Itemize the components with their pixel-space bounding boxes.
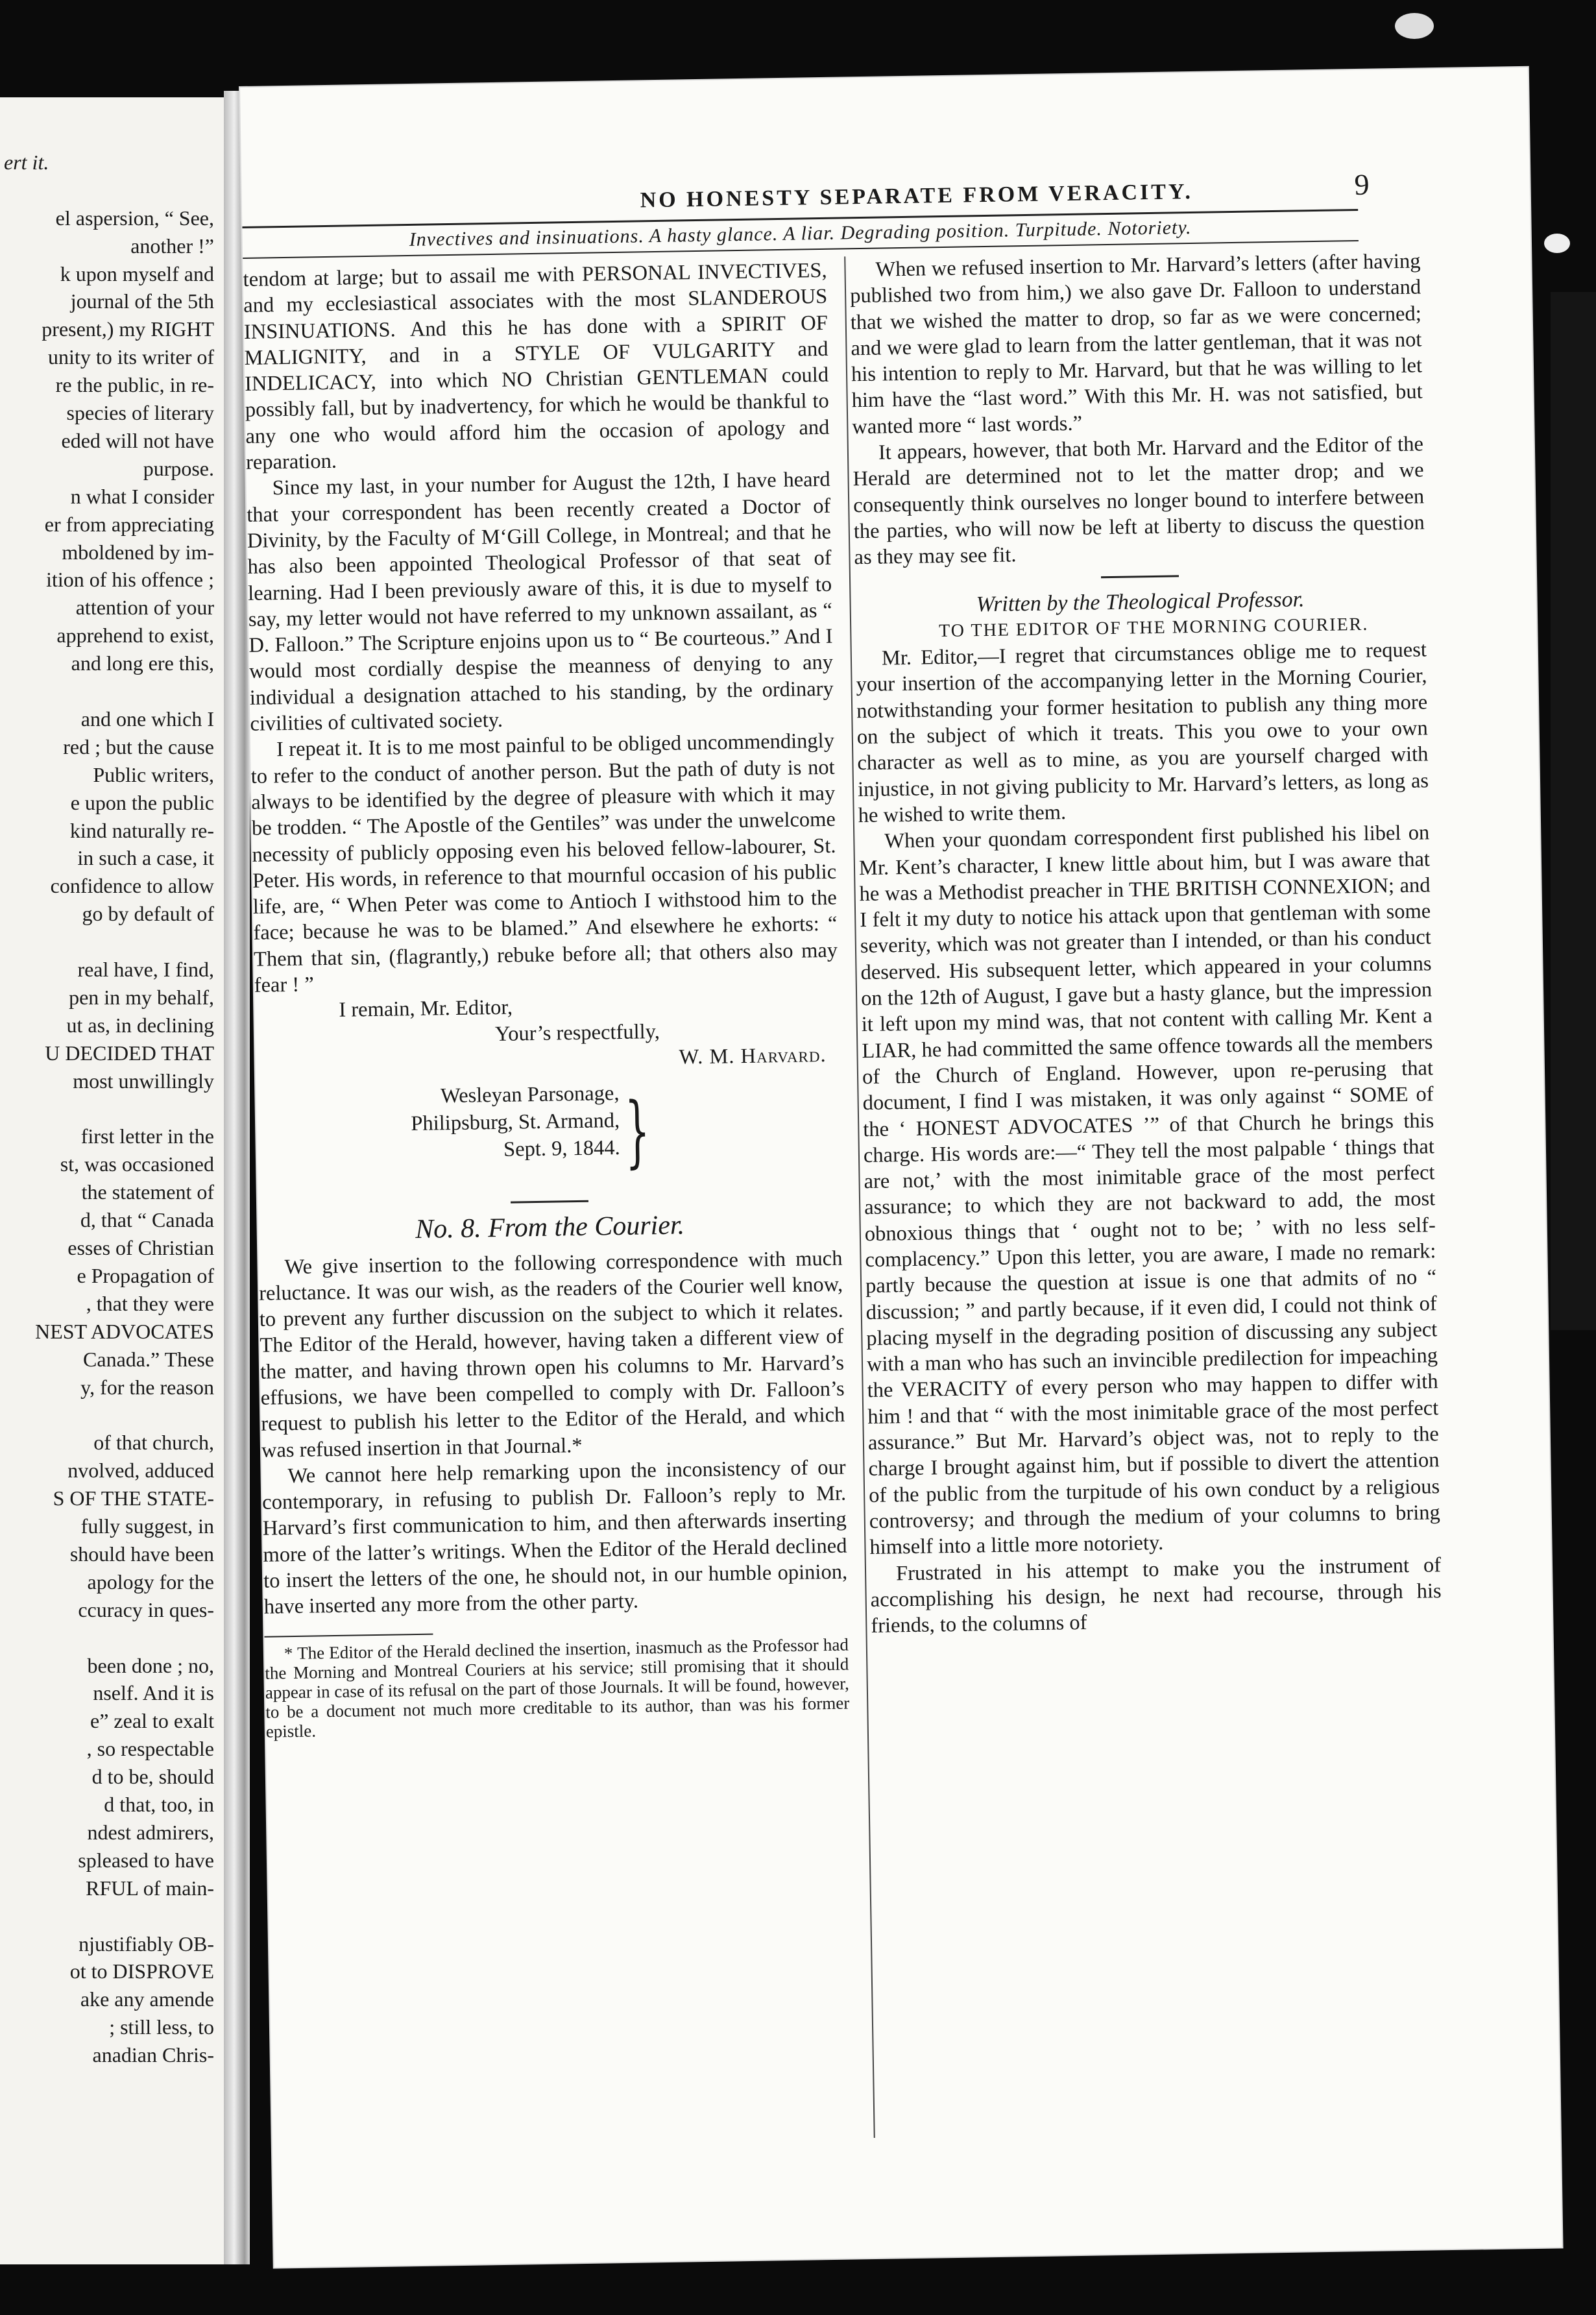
left-page-line: e Propagation of bbox=[77, 1263, 214, 1287]
closing-line: I remain, Mr. Editor, bbox=[339, 995, 513, 1023]
paragraph: tendom at large; but to assail me with PERSONAL INVECTIVES, and my ecclesiastical associates with the most SLANDEROUS INSINUATIONS. And this he has done with a SPIRIT OF MALIGNITY, and in a STYLE OF VULGARITY and INDELICACY, into which NO Christian GENTLEMAN could possibly fall, but by inadvertency, for which he would be thankful to any one who would afford him the occasion of apology and reparation. bbox=[243, 258, 830, 475]
left-page-line: ccuracy in ques- bbox=[78, 1597, 214, 1621]
footnote-text: * The Editor of the Herald declined the insertion, inasmuch as the Professor had the Morning and Montreal Couriers at his service; still promising that it should appear in case of its refusal on the part of those Journals. It will be found, however, to be a document not much more creditable to its author, than was his former epistle. bbox=[265, 1634, 850, 1741]
left-page-line: anadian Chris- bbox=[92, 2043, 214, 2067]
left-page-line: first letter in the bbox=[80, 1124, 214, 1148]
left-page-line: should have been bbox=[69, 1542, 214, 1566]
address-line: Sept. 9, 1844. bbox=[503, 1136, 621, 1162]
left-page-line: RFUL of main- bbox=[86, 1876, 214, 1900]
left-page-line: e” zeal to exalt bbox=[90, 1709, 214, 1733]
left-page-line: d to be, should bbox=[91, 1765, 214, 1789]
left-page-line: Canada.” These bbox=[83, 1347, 214, 1371]
left-facing-page bbox=[0, 97, 237, 2264]
paragraph: We give insertion to the following correspondence with much reluctance. It was our wish, as the readers of the Courier well know, to prevent any further discussion on the subject to which it relates. The Editor of the Herald, however, having taken a different view of the matter, and having thrown open his columns to Mr. Harvard’s effusions, we have been compelled to comply with Dr. Falloon’s request to publish his letter to the Editor of the Herald, and which was refused insertion in that Journal.* bbox=[258, 1246, 845, 1462]
brace-mark: } bbox=[624, 1086, 651, 1178]
left-page-line: eded will not have bbox=[61, 428, 214, 452]
left-page-line: Public writers, bbox=[93, 762, 214, 786]
paragraph: When we refused insertion to Mr. Harvard’s letters (after having published two from him,) we also gave Dr. Falloon to understand that we wished the matter to drop, so far as we were concerned; and we were glad to learn from the latter gentleman, that it was not his intention to reply to Mr. Harvard, but that he was willing to let him have the “last word.” With this Mr. H. was not satisfied, but wanted more “ last words.” bbox=[849, 249, 1423, 439]
left-page-line: er from appreciating bbox=[44, 512, 214, 536]
left-page-line: purpose. bbox=[143, 456, 214, 480]
left-page-line: esses of Christian bbox=[67, 1236, 214, 1260]
scan-edge bbox=[1551, 292, 1596, 1330]
left-page-line: journal of the 5th bbox=[70, 289, 214, 313]
left-page-line: pen in my behalf, bbox=[69, 985, 214, 1009]
complimentary-close: Your’s respectfully, bbox=[494, 1019, 660, 1046]
left-page-line: d that, too, in bbox=[104, 1793, 214, 1816]
section-rule bbox=[1101, 575, 1179, 578]
left-page-line: ndest admirers, bbox=[87, 1820, 214, 1844]
left-page-line: re the public, in re- bbox=[55, 373, 214, 397]
book-page bbox=[240, 67, 1562, 2268]
left-page-line: in such a case, it bbox=[77, 846, 214, 870]
left-page-line: st, was occasioned bbox=[60, 1152, 214, 1176]
left-page-line: been done ; no, bbox=[87, 1653, 214, 1677]
left-page-line: el aspersion, “ See, bbox=[55, 206, 214, 230]
left-page-line: go by default of bbox=[82, 902, 214, 926]
left-page-line: U DECIDED THAT bbox=[45, 1041, 214, 1065]
left-page-line: and one which I bbox=[80, 707, 214, 731]
left-page-line: red ; but the cause bbox=[63, 734, 214, 758]
paragraph: Since my last, in your number for August the 12th, I have heard that your correspondent has been recently created a Doctor of Divinity, by the Faculty of M‘Gill College, in Montreal; and that he has also been appointed Theological Professor of that seat of learning. Had I been previously aware of this, it is due to myself to say, my letter would not have referred to my unknown assailant, as “ D. Falloon.” The Scripture enjoins upon us to “ Be courteous.” And I would most cordially despise the meanness of denying to any individual a designation attached to his standing, by the ordinary civilities of cultivated society. bbox=[247, 468, 834, 736]
left-page-line: ake any amende bbox=[80, 1987, 214, 2011]
paragraph: When your quondam correspondent first published his libel on Mr. Kent’s character, I knew little about him, but I was aware that he was a Methodist preacher in THE BRITISH CONNEXION; and I felt it my duty to notice his attack upon that gentleman with some severity, which was not greater than I intended, or than his conduct deserved. His subsequent letter, which appeared in your columns on the 12th of August, I gave but a hasty glance, but the impression it left upon my mind was, that not content with calling Mr. Kent a LIAR, he had committed the same offence towards all the members of the Church of England. However, upon re-perusing that document, I find I was mistaken, it was only against “ SOME of the ‘ HONEST ADVOCATES ’” of that Church he brings this charge. His words are:—“ They tell the most palpable ‘ things that are not,’ with the most inimitable grace of the most perfect assurance; to which they are not backward to add, the most obnoxious things that ‘ ought not to be; ’ with no less self-complacency.” Upon this letter, you are aware, I made no remark: partly because the question at issue is one that admits of no “ discussion; ” and partly because, if it even did, I could not think of placing myself in the degrading position of discussing any subject with a man who has such an invincible predilection for impeaching the VERACITY of every person who may happen to differ with him ! and that “ with the most inimitable grace of the most perfect assurance.” But Mr. Harvard’s object was, not to reply to the charge I brought against him, but if possible to divert the attention of the public from the turpitude of his own conduct by a religious controversy; and through the medium of your columns to bring himself into a little more notoriety. bbox=[858, 821, 1441, 1560]
left-page-line: spleased to have bbox=[78, 1848, 214, 1872]
paragraph: I repeat it. It is to me most painful to be obliged uncommendingly to refer to the conduct of another person. But the path of duty is not always to be identified by the degree of pleasure with which it may be trodden. “ The Apostle of the Gentiles” was under the unwelcome necessity of publicly opposing even his beloved fellow-labourer, St. Peter. His words, in reference to that mournful occasion of his public life, are, “ When Peter was come to Antioch I withstood him to the face; because he was to be blamed.” And elsewhere he exhorts: “ Them that sin, (flagrantly,) rebuke before all; that others also may fear ! ” bbox=[250, 729, 838, 997]
left-page-line: of that church, bbox=[93, 1431, 214, 1455]
section-rule bbox=[511, 1200, 588, 1204]
left-page-line: ition of his offence ; bbox=[46, 568, 214, 592]
address-line: Philipsburg, St. Armand, bbox=[411, 1109, 620, 1136]
left-page-line: ; still less, to bbox=[109, 2015, 214, 2039]
left-column bbox=[243, 258, 850, 1741]
paragraph: Mr. Editor,—I regret that circumstances oblige me to request your insertion of the accompanying letter in the Morning Courier, notwithstanding your former hesitation to publish any thing more on the subject of which it treats. This you owe to your own character as well as to mine, as you are yourself charged with injustice, in not giving publicity to Mr. Harvard’s letters, as long as he wished to write them. bbox=[856, 638, 1429, 828]
left-page-line: k upon myself and bbox=[60, 261, 214, 285]
left-page-line: real have, I find, bbox=[77, 958, 214, 982]
address-block bbox=[256, 1077, 841, 1196]
scan-speck bbox=[1395, 13, 1434, 39]
scan-speck bbox=[1544, 234, 1570, 253]
left-page-line: confidence to allow bbox=[50, 874, 214, 898]
page-number: 9 bbox=[1354, 167, 1370, 202]
left-page-line: y, for the reason bbox=[80, 1375, 214, 1399]
left-page-line: apology for the bbox=[87, 1570, 214, 1594]
left-page-line: ert it. bbox=[4, 151, 49, 174]
left-page-line: attention of your bbox=[75, 596, 214, 620]
left-page-line: n what I consider bbox=[70, 484, 214, 508]
left-page-line: kind naturally re- bbox=[69, 818, 214, 842]
left-page-line: , so respectable bbox=[86, 1737, 214, 1761]
right-column bbox=[849, 248, 1442, 1639]
left-page-line: and long ere this, bbox=[71, 651, 214, 675]
header-keywords: Invectives and insinuations. A hasty glance. A liar. Degrading position. Turpitude. Notoriety. bbox=[409, 216, 1192, 250]
letter-heading: Written by the Theological Professor. bbox=[976, 587, 1305, 616]
running-head: NO HONESTY SEPARATE FROM VERACITY. bbox=[640, 179, 1194, 213]
left-page-line: nself. And it is bbox=[93, 1681, 214, 1705]
left-page-line: another !” bbox=[130, 234, 214, 258]
paragraph: Frustrated in his attempt to make you the instrument of accomplishing his design, he next had recourse, through his friends, to the columns of bbox=[870, 1553, 1442, 1638]
paragraph: We cannot here help remarking upon the inconsistency of our contemporary, in refusing to publish Dr. Falloon’s reply to Mr. Harvard’s first communication to him, and then afterwards inserting more of the latter’s writings. When the Editor of the Herald declined to insert the letters of the one, he should not, in our humble opinion, have inserted any more from the other party. bbox=[261, 1455, 848, 1619]
left-page-line: most unwillingly bbox=[73, 1069, 214, 1093]
left-page-line: d, that “ Canada bbox=[80, 1208, 214, 1232]
left-page-line: e upon the public bbox=[70, 790, 214, 814]
footnote bbox=[265, 1634, 850, 1741]
section-heading: No. 8. From the Courier. bbox=[415, 1210, 685, 1245]
left-page-line: njustifiably OB- bbox=[79, 1932, 214, 1956]
left-page-line: nvolved, adduced bbox=[67, 1459, 214, 1483]
left-page-line: , that they were bbox=[86, 1291, 214, 1315]
left-page-line: ot to DISPROVE bbox=[69, 1959, 214, 1983]
left-page-line: species of literary bbox=[66, 401, 214, 425]
paragraph: It appears, however, that both Mr. Harvard and the Editor of the Herald are determined not to let the matter drop; and we consequently think ourselves no longer bound to interfere between the parties, who will now be left at liberty to discuss the question as they may see fit. bbox=[852, 432, 1425, 570]
left-page-line: fully suggest, in bbox=[80, 1514, 214, 1538]
letter-address: TO THE EDITOR OF THE MORNING COURIER. bbox=[938, 614, 1369, 642]
left-page-line: NEST ADVOCATES bbox=[35, 1319, 214, 1343]
left-page-line: ut as, in declining bbox=[66, 1013, 214, 1037]
left-page-line: apprehend to exist, bbox=[56, 624, 214, 648]
signature: W. M. Harvard. bbox=[679, 1043, 827, 1069]
address-line: Wesleyan Parsonage, bbox=[440, 1082, 620, 1108]
left-page-line: unity to its writer of bbox=[48, 345, 214, 369]
left-page-line: present,) my RIGHT bbox=[42, 317, 214, 341]
left-page-line: S OF THE STATE- bbox=[53, 1486, 214, 1510]
left-page-line: mboldened by im- bbox=[62, 540, 214, 564]
footnote-rule bbox=[264, 1633, 433, 1637]
left-page-line: the statement of bbox=[81, 1180, 214, 1204]
